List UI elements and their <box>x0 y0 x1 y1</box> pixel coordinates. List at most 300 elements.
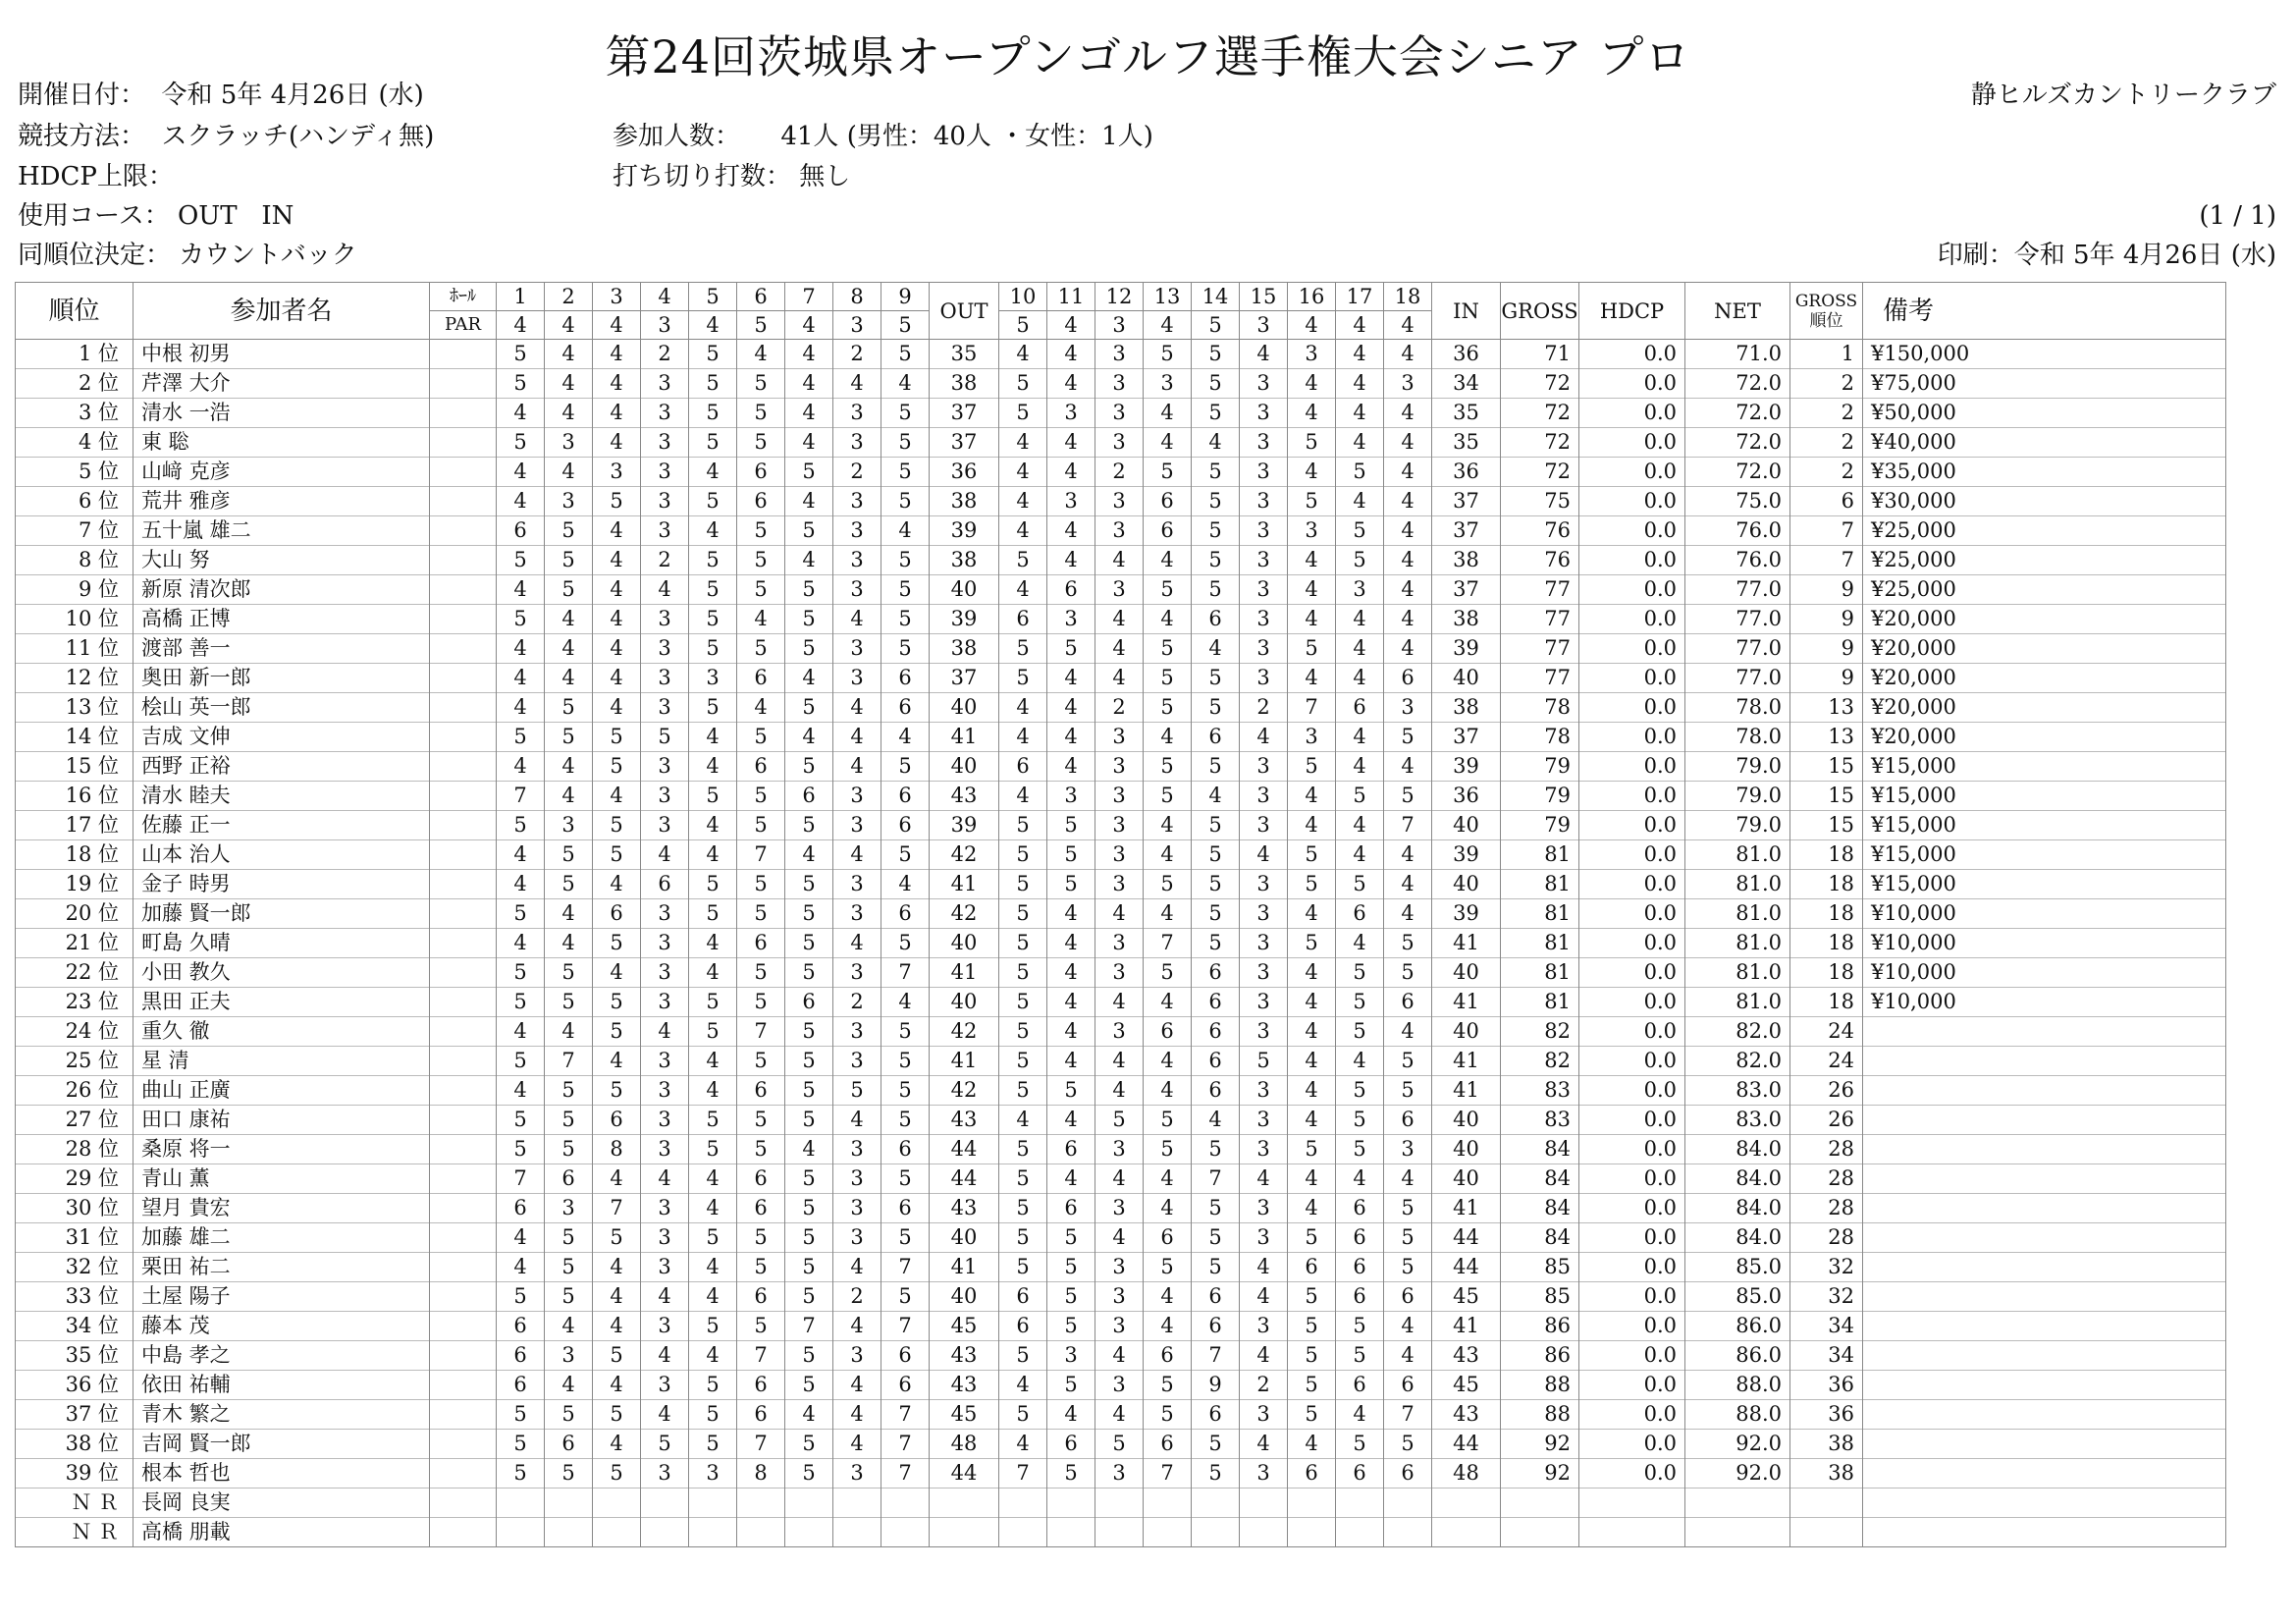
cell-score: 4 <box>497 840 545 870</box>
header-par-value: 4 <box>1336 311 1384 340</box>
cell-score: 4 <box>497 929 545 958</box>
cell-rank: 5 位 <box>16 458 133 487</box>
cell-hdcp: 0.0 <box>1579 929 1685 958</box>
cell-score: 4 <box>497 664 545 693</box>
cell-out: 39 <box>930 516 999 546</box>
cell-out: 45 <box>930 1400 999 1430</box>
table-row <box>16 899 2226 929</box>
cell-score: 4 <box>1336 369 1384 399</box>
cell-in: 44 <box>1432 1253 1501 1282</box>
cell-score: 5 <box>1336 782 1384 811</box>
cell-score: 3 <box>833 1017 881 1047</box>
header-hole-number: 6 <box>737 283 785 311</box>
table-row <box>16 693 2226 723</box>
cell-score: 4 <box>1288 1106 1336 1135</box>
cell-score: 3 <box>1240 428 1288 458</box>
cell-score: 7 <box>999 1459 1047 1489</box>
tiebreak-label: 同順位決定： <box>18 241 172 270</box>
cell-score: 4 <box>833 1312 881 1341</box>
score-table <box>15 282 2226 1547</box>
header-par-value: 4 <box>1384 311 1432 340</box>
cell-hdcp: 0.0 <box>1579 458 1685 487</box>
cell-score: 4 <box>1384 840 1432 870</box>
cell-score: 4 <box>1240 1282 1288 1312</box>
cell-score: 4 <box>1384 1312 1432 1341</box>
cell-name: 高橋 朋載 <box>133 1518 430 1547</box>
cell-net: 78.0 <box>1685 723 1790 752</box>
cell-score: 6 <box>1384 1371 1432 1400</box>
cell-hdcp: 0.0 <box>1579 605 1685 634</box>
cell-note: ¥10,000 <box>1863 899 2226 929</box>
cell-score: 6 <box>737 664 785 693</box>
cell-name: 小田 教久 <box>133 958 430 988</box>
cell-score: 3 <box>1095 1135 1144 1164</box>
cell-score: 5 <box>999 1400 1047 1430</box>
cell-score: 4 <box>689 516 737 546</box>
cell-name: 荒井 雅彦 <box>133 487 430 516</box>
cell-score: 4 <box>689 1282 737 1312</box>
cell-gross-rank: 9 <box>1790 634 1863 664</box>
cell-note: ¥20,000 <box>1863 634 2226 664</box>
date-value: 令和 5年 4月26日 (水) <box>161 81 424 110</box>
cell-rank: 19 位 <box>16 870 133 899</box>
cell-gross-rank: 2 <box>1790 428 1863 458</box>
cell-gross-rank: 28 <box>1790 1164 1863 1194</box>
cell-score: 5 <box>689 1135 737 1164</box>
header-par-value: 5 <box>881 311 930 340</box>
cell-out: 37 <box>930 428 999 458</box>
cell-score: 3 <box>833 399 881 428</box>
table-row <box>16 1489 2226 1518</box>
cell-score: 3 <box>1240 929 1288 958</box>
cell-score: 5 <box>1288 1135 1336 1164</box>
cell-score: 4 <box>497 458 545 487</box>
cell-score: 4 <box>1336 605 1384 634</box>
cell-score <box>689 1518 737 1547</box>
cell-score: 4 <box>1384 487 1432 516</box>
cell-score: 4 <box>1384 1341 1432 1371</box>
cell-score: 3 <box>641 1253 689 1282</box>
cell-out: 43 <box>930 1341 999 1371</box>
cell-rank: 4 位 <box>16 428 133 458</box>
cell-score: 6 <box>1336 1371 1384 1400</box>
cell-score: 5 <box>1336 1135 1384 1164</box>
cell-score: 5 <box>1047 840 1095 870</box>
cell-in: 37 <box>1432 723 1501 752</box>
header-name: 参加者名 <box>133 283 430 340</box>
cell-net: 86.0 <box>1685 1312 1790 1341</box>
cell-score: 3 <box>1047 782 1095 811</box>
cell-score: 5 <box>497 1430 545 1459</box>
cell-score: 3 <box>833 782 881 811</box>
cell-score: 5 <box>1288 752 1336 782</box>
header-hole-number: 8 <box>833 283 881 311</box>
cell-score: 5 <box>881 1164 930 1194</box>
cell-gross: 76 <box>1501 516 1579 546</box>
date-label: 開催日付： <box>18 81 146 110</box>
cell-score: 4 <box>497 399 545 428</box>
cell-score: 4 <box>1095 664 1144 693</box>
cell-score: 3 <box>689 664 737 693</box>
cell-score: 5 <box>737 546 785 575</box>
method-value: スクラッチ(ハンディ無) <box>161 122 435 151</box>
cell-score: 6 <box>1384 1106 1432 1135</box>
cell-spacer <box>430 1017 497 1047</box>
cell-score: 6 <box>1144 1341 1192 1371</box>
cell-score: 5 <box>785 870 833 899</box>
cell-name: 中根 初男 <box>133 340 430 369</box>
cell-score <box>833 1518 881 1547</box>
cell-out <box>930 1518 999 1547</box>
cell-net: 83.0 <box>1685 1106 1790 1135</box>
cell-score: 5 <box>737 575 785 605</box>
cell-name: 青山 薫 <box>133 1164 430 1194</box>
cell-score: 2 <box>833 988 881 1017</box>
cell-name: 根本 哲也 <box>133 1459 430 1489</box>
cell-score: 5 <box>545 1400 593 1430</box>
cell-score: 5 <box>545 1106 593 1135</box>
cell-score: 4 <box>999 516 1047 546</box>
cell-score: 4 <box>1095 605 1144 634</box>
cell-spacer <box>430 605 497 634</box>
cell-score: 3 <box>1095 428 1144 458</box>
cell-note <box>1863 1371 2226 1400</box>
cell-net: 92.0 <box>1685 1430 1790 1459</box>
cell-in: 41 <box>1432 929 1501 958</box>
cell-score: 5 <box>785 1106 833 1135</box>
cell-hdcp: 0.0 <box>1579 634 1685 664</box>
header-par-value: 3 <box>1095 311 1144 340</box>
cell-gross-rank: 15 <box>1790 811 1863 840</box>
cell-score: 4 <box>1144 1164 1192 1194</box>
cell-out: 45 <box>930 1312 999 1341</box>
cell-gross-rank: 32 <box>1790 1253 1863 1282</box>
cell-hdcp: 0.0 <box>1579 1371 1685 1400</box>
cell-score: 4 <box>1288 1194 1336 1223</box>
cell-in: 40 <box>1432 958 1501 988</box>
cell-spacer <box>430 575 497 605</box>
table-row <box>16 782 2226 811</box>
cell-out: 40 <box>930 1223 999 1253</box>
cell-gross: 81 <box>1501 958 1579 988</box>
cell-out: 42 <box>930 899 999 929</box>
cell-score: 4 <box>545 899 593 929</box>
cell-score: 3 <box>833 899 881 929</box>
cell-gross: 88 <box>1501 1371 1579 1400</box>
cell-hdcp: 0.0 <box>1579 575 1685 605</box>
cell-score: 6 <box>881 664 930 693</box>
cell-score: 5 <box>785 1253 833 1282</box>
cell-score: 3 <box>1240 634 1288 664</box>
cell-score: 3 <box>641 1135 689 1164</box>
cell-score: 5 <box>785 1371 833 1400</box>
cell-hdcp: 0.0 <box>1579 840 1685 870</box>
cell-score: 5 <box>497 546 545 575</box>
cell-score: 4 <box>545 782 593 811</box>
cell-score: 4 <box>833 1371 881 1400</box>
cell-in: 48 <box>1432 1459 1501 1489</box>
cell-gross: 82 <box>1501 1047 1579 1076</box>
cell-hdcp: 0.0 <box>1579 546 1685 575</box>
cell-in: 40 <box>1432 1164 1501 1194</box>
table-row <box>16 369 2226 399</box>
cell-score: 5 <box>1384 1430 1432 1459</box>
cell-score: 4 <box>497 1076 545 1106</box>
cell-rank: 1 位 <box>16 340 133 369</box>
cell-score: 4 <box>1384 546 1432 575</box>
cell-score: 5 <box>737 958 785 988</box>
cell-score: 7 <box>737 1341 785 1371</box>
cell-score: 5 <box>785 899 833 929</box>
cell-score: 4 <box>1288 1164 1336 1194</box>
cell-score: 5 <box>689 546 737 575</box>
cell-score: 4 <box>1240 1253 1288 1282</box>
header-hole-label: ﾎｰﾙ <box>430 283 497 311</box>
cell-score: 4 <box>1144 811 1192 840</box>
cell-score: 5 <box>593 1076 641 1106</box>
header-hole-number: 13 <box>1144 283 1192 311</box>
cell-score: 3 <box>1240 870 1288 899</box>
cell-in <box>1432 1518 1501 1547</box>
cell-score: 4 <box>1095 1076 1144 1106</box>
cell-score: 7 <box>1144 929 1192 958</box>
cell-gross: 78 <box>1501 693 1579 723</box>
cell-score: 4 <box>593 546 641 575</box>
cell-name: 大山 努 <box>133 546 430 575</box>
cell-score: 5 <box>999 1047 1047 1076</box>
cell-score: 5 <box>999 1253 1047 1282</box>
cell-in: 36 <box>1432 340 1501 369</box>
cell-score: 4 <box>593 340 641 369</box>
cell-score: 7 <box>1192 1164 1240 1194</box>
cell-score: 5 <box>1192 1194 1240 1223</box>
cell-score: 5 <box>1288 428 1336 458</box>
cell-hdcp: 0.0 <box>1579 428 1685 458</box>
cell-score: 4 <box>593 575 641 605</box>
cell-score: 5 <box>689 634 737 664</box>
cell-score: 5 <box>785 1430 833 1459</box>
cell-gross-rank: 15 <box>1790 752 1863 782</box>
cell-score: 6 <box>737 752 785 782</box>
cell-score: 4 <box>1095 1164 1144 1194</box>
cell-score: 5 <box>999 899 1047 929</box>
cell-note <box>1863 1047 2226 1076</box>
cell-rank: 3 位 <box>16 399 133 428</box>
cell-score: 4 <box>1240 1430 1288 1459</box>
cell-score: 6 <box>881 782 930 811</box>
cell-score: 5 <box>689 899 737 929</box>
table-row <box>16 811 2226 840</box>
cell-score: 4 <box>545 399 593 428</box>
cell-score: 3 <box>641 1194 689 1223</box>
cell-spacer <box>430 1135 497 1164</box>
cell-score: 4 <box>833 929 881 958</box>
cell-score: 3 <box>1095 1459 1144 1489</box>
cell-in: 37 <box>1432 487 1501 516</box>
cell-score: 5 <box>999 1194 1047 1223</box>
cell-score: 5 <box>545 1459 593 1489</box>
cell-in: 44 <box>1432 1430 1501 1459</box>
cell-net: 77.0 <box>1685 605 1790 634</box>
cell-score: 4 <box>1095 1223 1144 1253</box>
cell-score: 5 <box>545 575 593 605</box>
cell-gross-rank: 9 <box>1790 575 1863 605</box>
cell-score: 6 <box>1336 1194 1384 1223</box>
cell-score: 6 <box>497 1312 545 1341</box>
cell-score: 6 <box>737 1400 785 1430</box>
cell-score: 5 <box>881 1076 930 1106</box>
header-hole-number: 7 <box>785 283 833 311</box>
cell-score: 5 <box>545 723 593 752</box>
cell-score: 6 <box>737 458 785 487</box>
cell-score: 5 <box>1288 929 1336 958</box>
cell-score: 6 <box>497 516 545 546</box>
cell-score: 5 <box>999 1076 1047 1106</box>
cell-score: 5 <box>1144 752 1192 782</box>
cell-gross-rank: 15 <box>1790 782 1863 811</box>
table-row <box>16 1459 2226 1489</box>
cell-hdcp: 0.0 <box>1579 340 1685 369</box>
cell-score: 6 <box>881 899 930 929</box>
table-row <box>16 487 2226 516</box>
cell-name: 清水 一浩 <box>133 399 430 428</box>
cell-score: 7 <box>881 1430 930 1459</box>
cell-score: 4 <box>689 752 737 782</box>
cell-score: 6 <box>881 1341 930 1371</box>
cell-score: 3 <box>1240 958 1288 988</box>
cell-gross-rank: 7 <box>1790 516 1863 546</box>
cell-score: 4 <box>1047 369 1095 399</box>
cell-score: 5 <box>1144 664 1192 693</box>
cell-score: 4 <box>1288 1430 1336 1459</box>
cell-score: 5 <box>1288 1400 1336 1430</box>
cell-score: 4 <box>1144 428 1192 458</box>
cell-score <box>545 1518 593 1547</box>
table-row <box>16 1341 2226 1371</box>
cell-score: 6 <box>1047 1430 1095 1459</box>
header-hole-number: 10 <box>999 283 1047 311</box>
cell-score: 3 <box>641 752 689 782</box>
cell-score: 3 <box>1095 1282 1144 1312</box>
cell-score: 4 <box>1144 1194 1192 1223</box>
cell-net <box>1685 1518 1790 1547</box>
cell-score: 5 <box>689 1371 737 1400</box>
header-hole-number: 14 <box>1192 283 1240 311</box>
table-row <box>16 1076 2226 1106</box>
cell-score: 6 <box>999 752 1047 782</box>
cell-score: 4 <box>1240 1341 1288 1371</box>
cell-note: ¥25,000 <box>1863 575 2226 605</box>
cell-score: 6 <box>737 487 785 516</box>
cell-score: 6 <box>1047 575 1095 605</box>
cell-score: 3 <box>689 1459 737 1489</box>
cell-gross: 75 <box>1501 487 1579 516</box>
cell-score: 4 <box>1336 1164 1384 1194</box>
cell-out: 44 <box>930 1164 999 1194</box>
cell-score: 5 <box>1144 1135 1192 1164</box>
cell-name: 桧山 英一郎 <box>133 693 430 723</box>
cell-name: 重久 徹 <box>133 1017 430 1047</box>
cell-score: 5 <box>1192 399 1240 428</box>
cell-score: 4 <box>1047 1164 1095 1194</box>
cell-net: 81.0 <box>1685 899 1790 929</box>
table-row <box>16 1253 2226 1282</box>
cell-net <box>1685 1489 1790 1518</box>
cell-score: 5 <box>737 369 785 399</box>
cell-spacer <box>430 782 497 811</box>
cell-name: 曲山 正廣 <box>133 1076 430 1106</box>
cell-note: ¥20,000 <box>1863 605 2226 634</box>
cell-score: 3 <box>1240 458 1288 487</box>
cell-score <box>1240 1489 1288 1518</box>
cell-score: 3 <box>1240 1076 1288 1106</box>
cell-score: 4 <box>593 369 641 399</box>
cell-score: 5 <box>689 369 737 399</box>
cell-rank: 34 位 <box>16 1312 133 1341</box>
cell-out: 39 <box>930 605 999 634</box>
cell-rank: 31 位 <box>16 1223 133 1253</box>
cell-score: 3 <box>1240 605 1288 634</box>
cell-score: 6 <box>1336 899 1384 929</box>
cell-score: 5 <box>545 870 593 899</box>
cell-score: 2 <box>833 340 881 369</box>
cut-label: 打ち切り打数： <box>613 162 792 191</box>
cell-score: 4 <box>1336 811 1384 840</box>
cell-score: 4 <box>1144 1076 1192 1106</box>
cell-gross: 83 <box>1501 1106 1579 1135</box>
cell-score: 6 <box>737 1371 785 1400</box>
table-row <box>16 958 2226 988</box>
cell-score: 3 <box>833 575 881 605</box>
header-par-value: 4 <box>1144 311 1192 340</box>
cell-out: 37 <box>930 664 999 693</box>
cell-score: 4 <box>1192 428 1240 458</box>
cell-score: 5 <box>545 1253 593 1282</box>
cell-score: 5 <box>1336 1017 1384 1047</box>
cell-score: 5 <box>1336 988 1384 1017</box>
header-hole-number: 16 <box>1288 283 1336 311</box>
cell-score: 4 <box>545 752 593 782</box>
cell-score: 3 <box>641 605 689 634</box>
cell-in: 36 <box>1432 782 1501 811</box>
cell-spacer <box>430 664 497 693</box>
cell-score: 4 <box>833 369 881 399</box>
cell-score: 5 <box>881 1223 930 1253</box>
cell-score: 4 <box>833 752 881 782</box>
cell-score: 5 <box>641 1430 689 1459</box>
cell-note: ¥10,000 <box>1863 929 2226 958</box>
cell-score: 4 <box>833 605 881 634</box>
cell-spacer <box>430 428 497 458</box>
cell-score: 7 <box>1288 693 1336 723</box>
cell-score: 4 <box>999 458 1047 487</box>
cell-gross-rank: 1 <box>1790 340 1863 369</box>
cell-gross-rank: 2 <box>1790 399 1863 428</box>
cell-score: 4 <box>593 870 641 899</box>
cell-score: 5 <box>785 811 833 840</box>
cell-score: 5 <box>999 1341 1047 1371</box>
cell-score: 5 <box>1336 1076 1384 1106</box>
cell-score: 6 <box>497 1194 545 1223</box>
cell-score: 5 <box>1192 870 1240 899</box>
cell-rank: 21 位 <box>16 929 133 958</box>
header-hole-number: 15 <box>1240 283 1288 311</box>
cell-gross-rank: 38 <box>1790 1430 1863 1459</box>
cell-score: 4 <box>1384 575 1432 605</box>
cell-out: 38 <box>930 634 999 664</box>
cell-score: 6 <box>1336 1459 1384 1489</box>
cell-score: 5 <box>689 340 737 369</box>
